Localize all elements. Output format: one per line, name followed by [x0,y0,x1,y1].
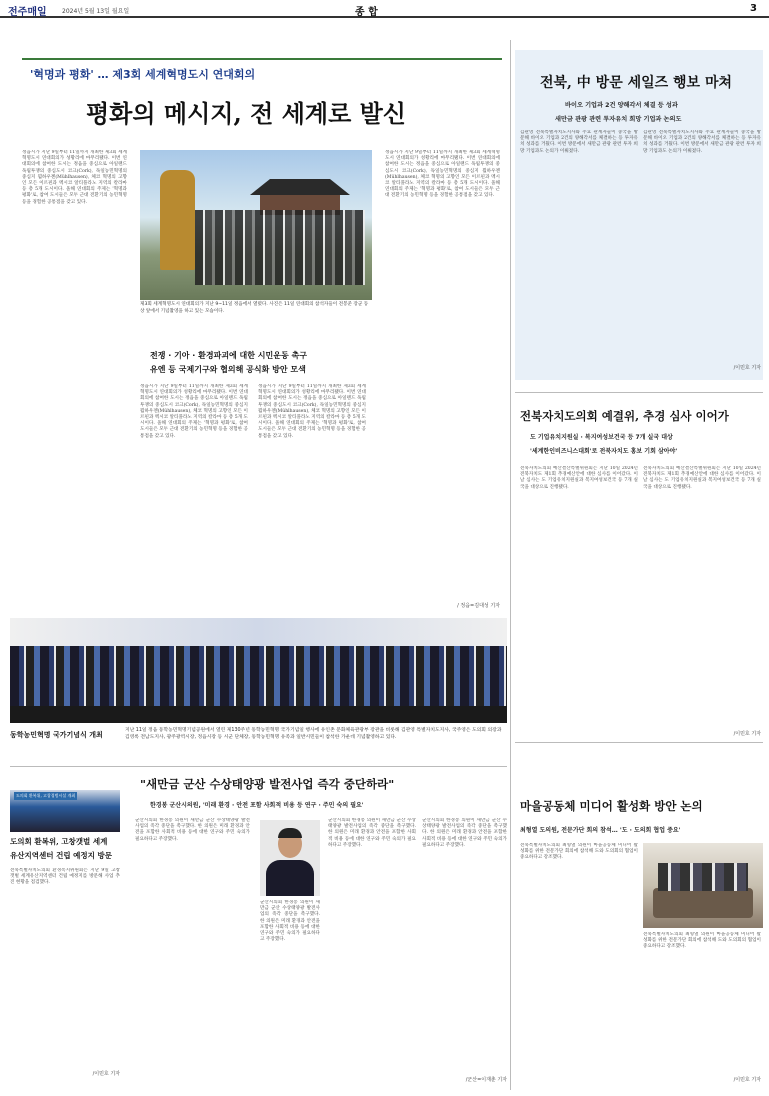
right-mid-byline: /이민호 기자 [733,731,761,737]
portrait-suit [266,860,314,896]
center-bottom-headline: "새만금 군산 수상태양광 발전사업 즉각 중단하라" [140,777,395,791]
pavilion-roof [250,175,350,195]
left-bottom-headline: 도의회 환복위, 고창갯벌 세계 [10,837,108,846]
left-bottom-banner: 도의회 환복위, 고창경범시설 개최 [16,793,76,798]
right-top-subhead-2: 새만금 관광 관련 투자유치 희망 기업과 논의도 [555,116,682,123]
center-bottom-body-col4: 군산시의회 한경봉 의원이 새만금 군산 수상태양광 발전사업의 즉각 중단을 촉구했다. 한 의원은 미래 환경과 안전을 포함한 사회적 비용 등에 대한 연구와 주민 숙의가 필요하다고 주장했다. [422,818,507,848]
right-bottom-headline: 마을공동체 미디어 활성화 방안 논의 [520,799,703,813]
left-bottom-photo [10,790,120,832]
right-bottom-photo [643,843,763,928]
meeting-table [653,888,753,918]
main-article-headline: 평화의 메시지, 전 세계로 발신 [86,99,406,128]
right-mid-headline: 전북자치도의회 예결위, 추경 심사 이어가 [520,409,729,423]
right-top-subhead-1: 바이오 기업과 2건 양해각서 체결 등 성과 [565,102,678,109]
center-bottom-byline: /군산=이재춘 기자 [465,1077,507,1083]
right-top-body-col2: 김관영 전북특별자치도지사와 주요 관계자들이 중국을 방문해 바이오 기업과 2건의 양해각서를 체결하는 등 투자유치 성과를 거뒀다. 이번 방문에서 새만금 관광 관련 투자 희망 기업과도 논의가 이뤄졌다. [643,130,761,154]
main-article-body-col2: 정읍시가 지난 9일부터 11일까지 개최한 제3회 세계혁명도시 연대회의가 성황리에 마무리됐다. 이번 연대회의에 참여한 도시는 정읍을 중심으로 아일랜드 독립투쟁의 중심도시 코크(Cork), 독일농민혁명의 중심지 뮐하우젠(Mühlhausen), 체코 혁명의 고향인 모든 이르핀과 멕시코 알티플라노 지역의 칼라마 등 총 5개 도시이다. 올해 연대회의 주제는 '혁명과 평화'로, 참여 도시들은 모두 근대 전환기의 농민혁명 등을 경험한 공통점을 갖고 있다. [140,384,248,439]
rally-people [10,646,507,706]
right-mid-subhead-1: 도 기업유치지원실 · 복지여성보건국 등 7개 실국 대상 [530,434,673,441]
main-article-photo-caption: 제3회 세계혁명도시 연대회의가 지난 9~11일 정읍에서 열렸다. 사진은 11일 연대회의 참석자들이 전봉준 장군 동상 앞에서 기념촬영을 하고 있는 모습이다. [140,302,369,314]
rally-banner [10,618,507,648]
rally-side-title: 동학농민혁명 국가기념식 개최 [10,731,103,739]
main-article-body-col1: 정읍시가 지난 9일부터 11일까지 개최한 제3회 세계혁명도시 연대회의가 성황리에 마무리됐다. 이번 연대회의에 참여한 도시는 정읍을 중심으로 아일랜드 독립투쟁의 중심도시 코크(Cork), 독일농민혁명의 중심지 뮐하우젠(Mühlhausen), 체코 혁명의 고향인 모든 이르핀과 멕시코 알티플라노 지역의 칼라마 등 총 5개 도시이다. 올해 연대회의 주제는 '혁명과 평화'로, 참여 도시들은 모두 근대 전환기의 농민혁명 등을 경험한 공통점을 갖고 있다. [22,150,127,205]
left-bottom-byline: /이민호 기자 [92,1071,120,1077]
people-row [195,210,365,285]
right-bottom-body-col2: 전북특별자치도의회 최형열 의원이 마을공동체 미디어 활성화를 위한 전문가단 회의에 참석해 도와 도의회의 협업이 중요하다고 강조했다. [643,932,761,950]
right-mid-rule [515,392,763,393]
issue-date: 2024년 5월 13일 월요일 [62,8,130,15]
center-bottom-portrait [260,820,320,896]
main-article-kicker: '혁명과 평화' … 제3회 세계혁명도시 연대회의 [30,68,256,81]
portrait-hair [278,828,302,838]
left-bottom-body: 전북특별자치도의회 환경복지위원회는 지난 9일 고창 갯벌 세계유산지역센터 건립 예정지를 방문해 사업 추진 현황을 점검했다. [10,868,120,886]
right-mid-body-col1: 전북자치도의회 예산결산특별위원회는 지난 10일 2024년 전북자치도 제1회 추경예산안에 대한 심사를 이어갔다. 이날 심사는 도 기업유치지원실과 복지여성보건국 등 7개 실국을 대상으로 진행됐다. [520,466,638,490]
main-article-body-col4: 정읍시가 지난 9일부터 11일까지 개최한 제3회 세계혁명도시 연대회의가 성황리에 마무리됐다. 이번 연대회의에 참여한 도시는 정읍을 중심으로 아일랜드 독립투쟁의 중심도시 코크(Cork), 독일농민혁명의 중심지 뮐하우젠(Mühlhausen), 체코 혁명의 고향인 모든 이르핀과 멕시코 알티플라노 지역의 칼라마 등 총 5개 도시이다. 올해 연대회의 주제는 '혁명과 평화'로, 참여 도시들은 모두 근대 전환기의 농민혁명 등을 경험한 공통점을 갖고 있다. [385,150,500,199]
right-top-body-col1: 김관영 전북특별자치도지사와 주요 관계자들이 중국을 방문해 바이오 기업과 2건의 양해각서를 체결하는 등 투자유치 성과를 거뒀다. 이번 방문에서 새만금 관광 관련 투자 희망 기업과도 논의가 이뤄졌다. [520,130,638,154]
right-top-headline: 전북, 中 방문 세일즈 행보 마쳐 [540,75,733,91]
right-bottom-rule [515,742,763,743]
right-bottom-subhead: 최형열 도의원, 전문가단 회의 참석… '도 · 도의회 협업 중요' [520,827,681,834]
center-bottom-subhead: 한경봉 군산시의원, '미래 환경 · 안전 포함 사회적 비용 등 연구 · 주민 숙의 필요' [150,802,364,809]
left-bottom-subhead: 유산지역센터 건립 예정지 방문 [10,851,113,860]
rally-caption: 지난 11일 정읍 동학농민혁명기념공원에서 열린 제130주년 동학농민혁명 국가기념일 행사에 유인촌 문화체육관광부 장관을 비롯해 김관영 특별자치도지사, 국주영은 도의회 의장과 김영록 전남도지사, 광주광역시장, 정읍시장 등 시군 단체장, 동학농민혁명 유족과 일반시민들이 참석한 가운데 기념촬영하고 있다. [125,728,502,740]
rally-photo [10,618,507,723]
section-title: 종 합 [355,7,378,18]
right-mid-subhead-2: '세계한인비즈니스대회'로 전북자치도 홍보 기회 삼아야' [530,448,678,455]
masthead [0,0,769,18]
main-article-photo [140,150,372,300]
main-article-subhead-1: 전쟁 · 기아 · 환경파괴에 대한 시민운동 촉구 [150,351,307,360]
right-mid-body-col2: 전북자치도의회 예산결산특별위원회는 지난 10일 2024년 전북자치도 제1회 추경예산안에 대한 심사를 이어갔다. 이날 심사는 도 기업유치지원실과 복지여성보건국 등 7개 실국을 대상으로 진행됐다. [643,466,761,490]
main-article-kicker-box [22,58,502,138]
page-number: 3 [750,3,757,14]
center-bottom-body-col2: 군산시의회 한경봉 의원이 새만금 군산 수상태양광 발전사업의 즉각 중단을 촉구했다. 한 의원은 미래 환경과 안전을 포함한 사회적 비용 등에 대한 연구와 주민 숙의가 필요하다고 주장했다. [260,900,320,943]
main-article-body-col3: 정읍시가 지난 9일부터 11일까지 개최한 제3회 세계혁명도시 연대회의가 성황리에 마무리됐다. 이번 연대회의에 참여한 도시는 정읍을 중심으로 아일랜드 독립투쟁의 중심도시 코크(Cork), 독일농민혁명의 중심지 뮐하우젠(Mühlhausen), 체코 혁명의 고향인 모든 이르핀과 멕시코 알티플라노 지역의 칼라마 등 총 5개 도시이다. 올해 연대회의 주제는 '혁명과 평화'로, 참여 도시들은 모두 근대 전환기의 농민혁명 등을 경험한 공통점을 갖고 있다. [258,384,366,439]
meeting-people [658,863,748,891]
main-article-subhead-2: 유엔 등 국제기구와 협의해 공식화 방안 모색 [150,365,306,374]
right-top-byline: /이민호 기자 [733,365,761,371]
main-article-byline: / 정읍=김대성 기자 [457,603,500,609]
rally-bottom-rule [10,766,507,767]
center-bottom-body-col1: 군산시의회 한경봉 의원이 새만금 군산 수상태양광 발전사업의 즉각 중단을 촉구했다. 한 의원은 미래 환경과 안전을 포함한 사회적 비용 등에 대한 연구와 주민 숙의가 필요하다고 주장했다. [135,818,250,842]
right-bottom-body-col1: 전북특별자치도의회 최형열 의원이 마을공동체 미디어 활성화를 위한 전문가단 회의에 참석해 도와 도의회의 협업이 중요하다고 강조했다. [520,843,638,861]
column-divider-right [510,40,511,1090]
right-bottom-byline: /이민호 기자 [733,1077,761,1083]
paper-name: 전주매일 [8,7,47,18]
statue [160,170,195,270]
rally-stage [10,706,507,723]
center-bottom-body-col3: 군산시의회 한경봉 의원이 새만금 군산 수상태양광 발전사업의 즉각 중단을 촉구했다. 한 의원은 미래 환경과 안전을 포함한 사회적 비용 등에 대한 연구와 주민 숙의가 필요하다고 주장했다. [328,818,416,848]
